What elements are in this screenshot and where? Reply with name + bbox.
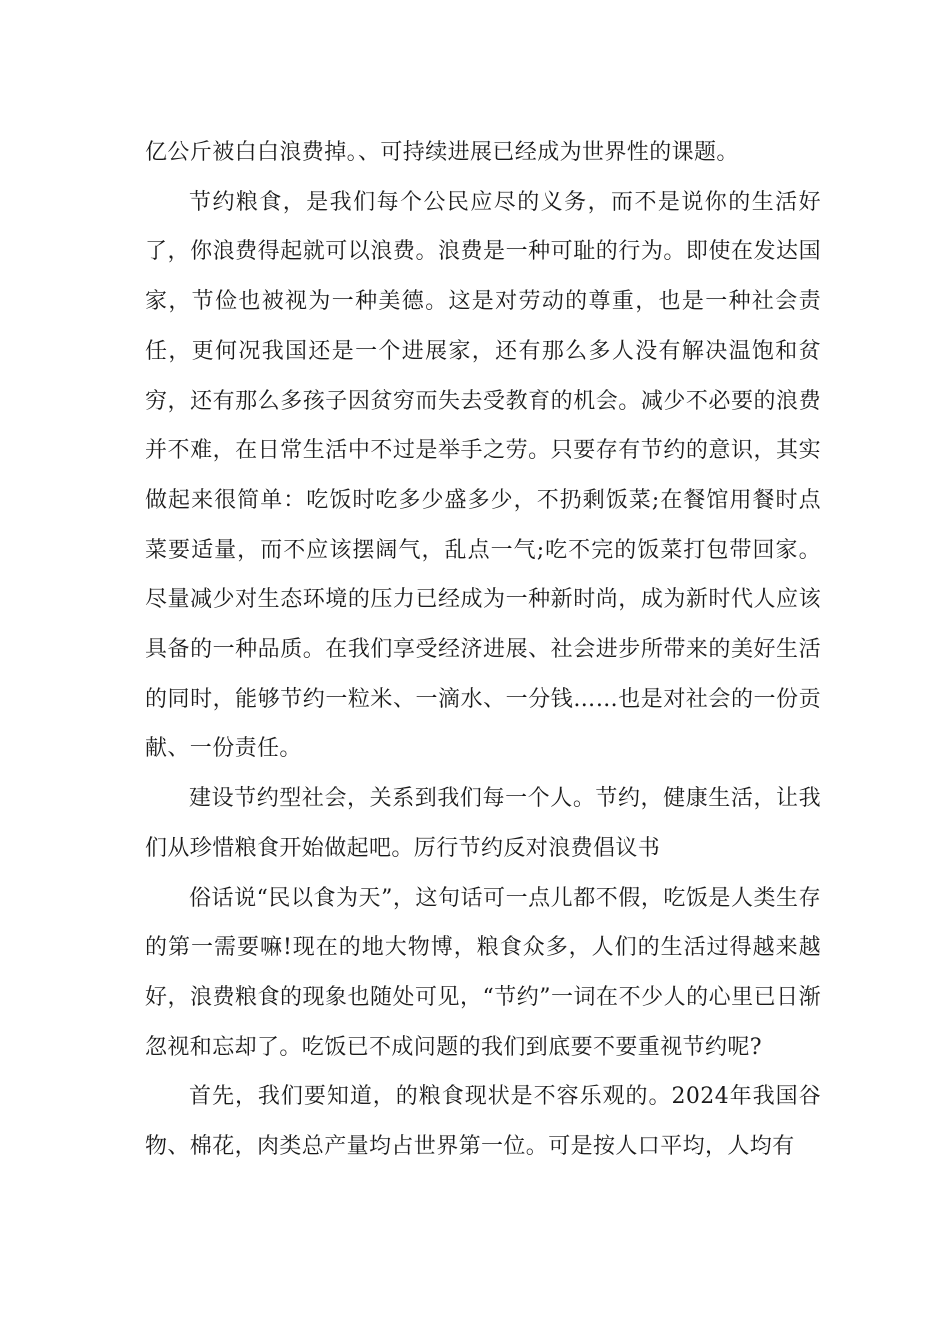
paragraph-saving-society: 建设节约型社会，关系到我们每一个人。节约，健康生活，让我们从珍惜粮食开始做起吧。厉行节约反对浪费倡议书 bbox=[145, 786, 821, 861]
paragraph-saving-food-duty: 节约粮食，是我们每个公民应尽的义务，而不是说你的生活好了，你浪费得起就可以浪费。浪费是一种可耻的行为。即使在发达国家，节俭也被视为一种美德。这是对劳动的尊重，也是一种社会责任，更何况我国还是一个进展家，还有那么多人没有解决温饱和贫穷，还有那么多孩子因贫穷而失去受教育的机会。减少不必要的浪费并不难，在日常生活中不过是举手之劳。只要存有节约的意识，其实做起来很简单：吃饭时吃多少盛多少，不扔剩饭菜;在餐馆用餐时点菜要适量，而不应该摆阔气，乱点一气;吃不完的饭菜打包带回家。尽量减少对生态环境的压力已经成为一种新时尚，成为新时代人应该具备的一种品质。在我们享受经济进展、社会进步所带来的美好生活的同时，能够节约一粒米、一滴水、一分钱……也是对社会的一份贡献、一份责任。 bbox=[145, 189, 821, 762]
paragraph-proverb: 俗话说“民以食为天”，这句话可一点儿都不假，吃饭是人类生存的第一需要嘛!现在的地大物博，粮食众多，人们的生活过得越来越好，浪费粮食的现象也随处可见，“节约”一词在不少人的心里已日渐忽视和忘却了。吃饭已不成问题的我们到底要不要重视节约呢? bbox=[145, 885, 821, 1060]
paragraph-continuation: 亿公斤被白白浪费掉。、可持续进展已经成为世界性的课题。 bbox=[145, 140, 739, 165]
document-body bbox=[145, 128, 821, 1172]
paragraph-food-situation: 首先，我们要知道，的粮食现状是不容乐观的。2024年我国谷物、棉花，肉类总产量均占世界第一位。可是按人口平均，人均有 bbox=[145, 1084, 821, 1160]
